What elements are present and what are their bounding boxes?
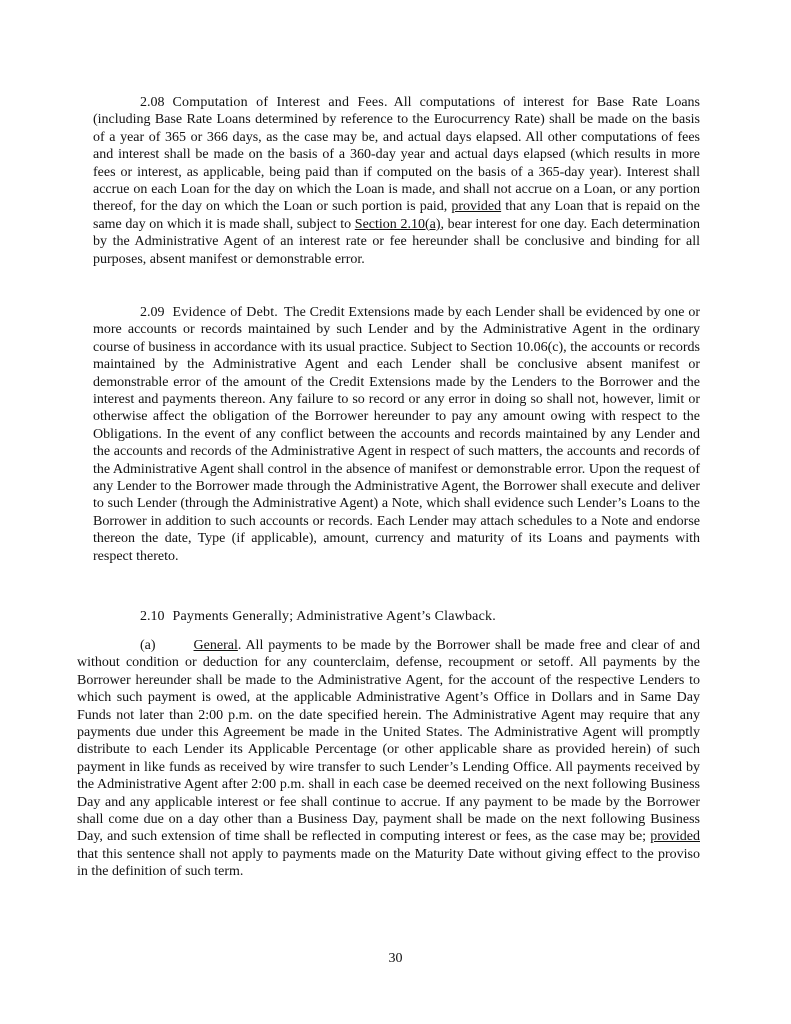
section-number: 2.08 (140, 95, 165, 110)
section-body-text: The Credit Extensions made by each Lender shall be evidenced by one or more accounts or records maintained by such Lender and by the Administrative Agent in the ordinary course of business in accordance with its usual practice. Subject to Section 10.06(c), the accounts or records maintained by the Administrative Agent and each Lender shall be conclusive absent manifest or demonstrable error of the amount of the Credit Extensions made by the Lenders to the Borrower and the interest and payments thereon. Any failure to so record or any error in doing so shall not, however, limit or otherwise affect the obligation of the Borrower hereunder to pay any amount owing with respect to the Obligations. In the event of any conflict between the accounts and records maintained by any Lender and the accounts and records of the Administrative Agent in respect of such matters, the accounts and records of the Administrative Agent shall control in the absence of manifest or demonstrable error. Upon the request of any Lender to the Borrower made through the Administrative Agent, the Borrower shall execute and deliver to such Lender (through the Administrative Agent) a Note, which shall evidence such Lender’s Loans to the Borrower in addition to such accounts or records. Each Lender may attach schedules to a Note and endorse thereon the date, Type (if applicable), amount, currency and maturity of its Loans and payments with respect thereto. (93, 305, 701, 564)
section-2-10-heading-line (140, 608, 496, 625)
provided-term: provided (650, 829, 700, 845)
section-2-08-paragraph (93, 94, 700, 268)
section-body-text: that this sentence shall not apply to payments made on the Maturity Date without giving effect to the proviso in the definition of such term. (77, 846, 700, 880)
section-number: 2.09 (140, 305, 165, 320)
section-body-text: that any Loan that is repaid on the same day on which it is made shall, subject to (93, 199, 700, 232)
section-body-text: . All payments to be made by the Borrower shall be made free and clear of and without condition or deduction for any counterclaim, defense, recoupment or setoff. All payments by the Borrower hereunder shall be made to the Administrative Agent, for the account of the respective Lenders to which such payment is owed, at the applicable Administrative Agent’s Office in Dollars and in Same Day Funds not later than 2:00 p.m. on the date specified herein. The Administrative Agent may require that any payments due under this Agreement be made in the United States. The Administrative Agent will promptly distribute to each Lender its Applicable Percentage (or other applicable share as provided herein) of such payment in like funds as received by wire transfer to such Lender’s Lending Office. All payments received by the Administrative Agent after 2:00 p.m. shall in each case be deemed received on the next following Business Day and any applicable interest or fee shall continue to accrue. If any payment to be made by the Borrower shall come due on a day other than a Business Day, payment shall be made on the next following Business Day, and such extension of time shall be reflected in computing interest or fees, as the case may be; (77, 638, 700, 845)
subsection-label: (a) (140, 638, 156, 653)
section-heading: Computation of Interest and Fees. (172, 95, 388, 110)
provided-term: provided (451, 199, 502, 215)
section-number: 2.10 (140, 609, 165, 624)
section-body-text: , bear interest for one day. Each determination by the Administrative Agent of an interest rate or fee hereunder shall be conclusive and binding for all purposes, absent manifest or demonstrable error. (93, 216, 701, 267)
section-2-09-paragraph (93, 304, 700, 565)
section-heading: Payments Generally; Administrative Agent’s Clawback. (172, 609, 496, 624)
section-2-10-a-paragraph (77, 637, 700, 881)
section-cross-reference: Section 2.10(a) (354, 216, 441, 232)
subsection-heading: General (193, 638, 238, 653)
page-number: 30 (388, 951, 403, 966)
section-body-text: All computations of interest for Base Rate Loans (including Base Rate Loans determined by reference to the Eurocurrency Rate) shall be made on the basis of a year of 365 or 366 days, as the case may be, and actual days elapsed. All other computations of fees and interest shall be made on the basis of a 360-day year and actual days elapsed (which results in more fees or interest, as applicable, being paid than if computed on the basis of a 365-day year). Interest shall accrue on each Loan for the day on which the Loan is made, and shall not accrue on a Loan, or any portion thereof, for the day on which the Loan or such portion is paid, (93, 95, 700, 215)
section-heading: Evidence of Debt. (172, 305, 279, 320)
